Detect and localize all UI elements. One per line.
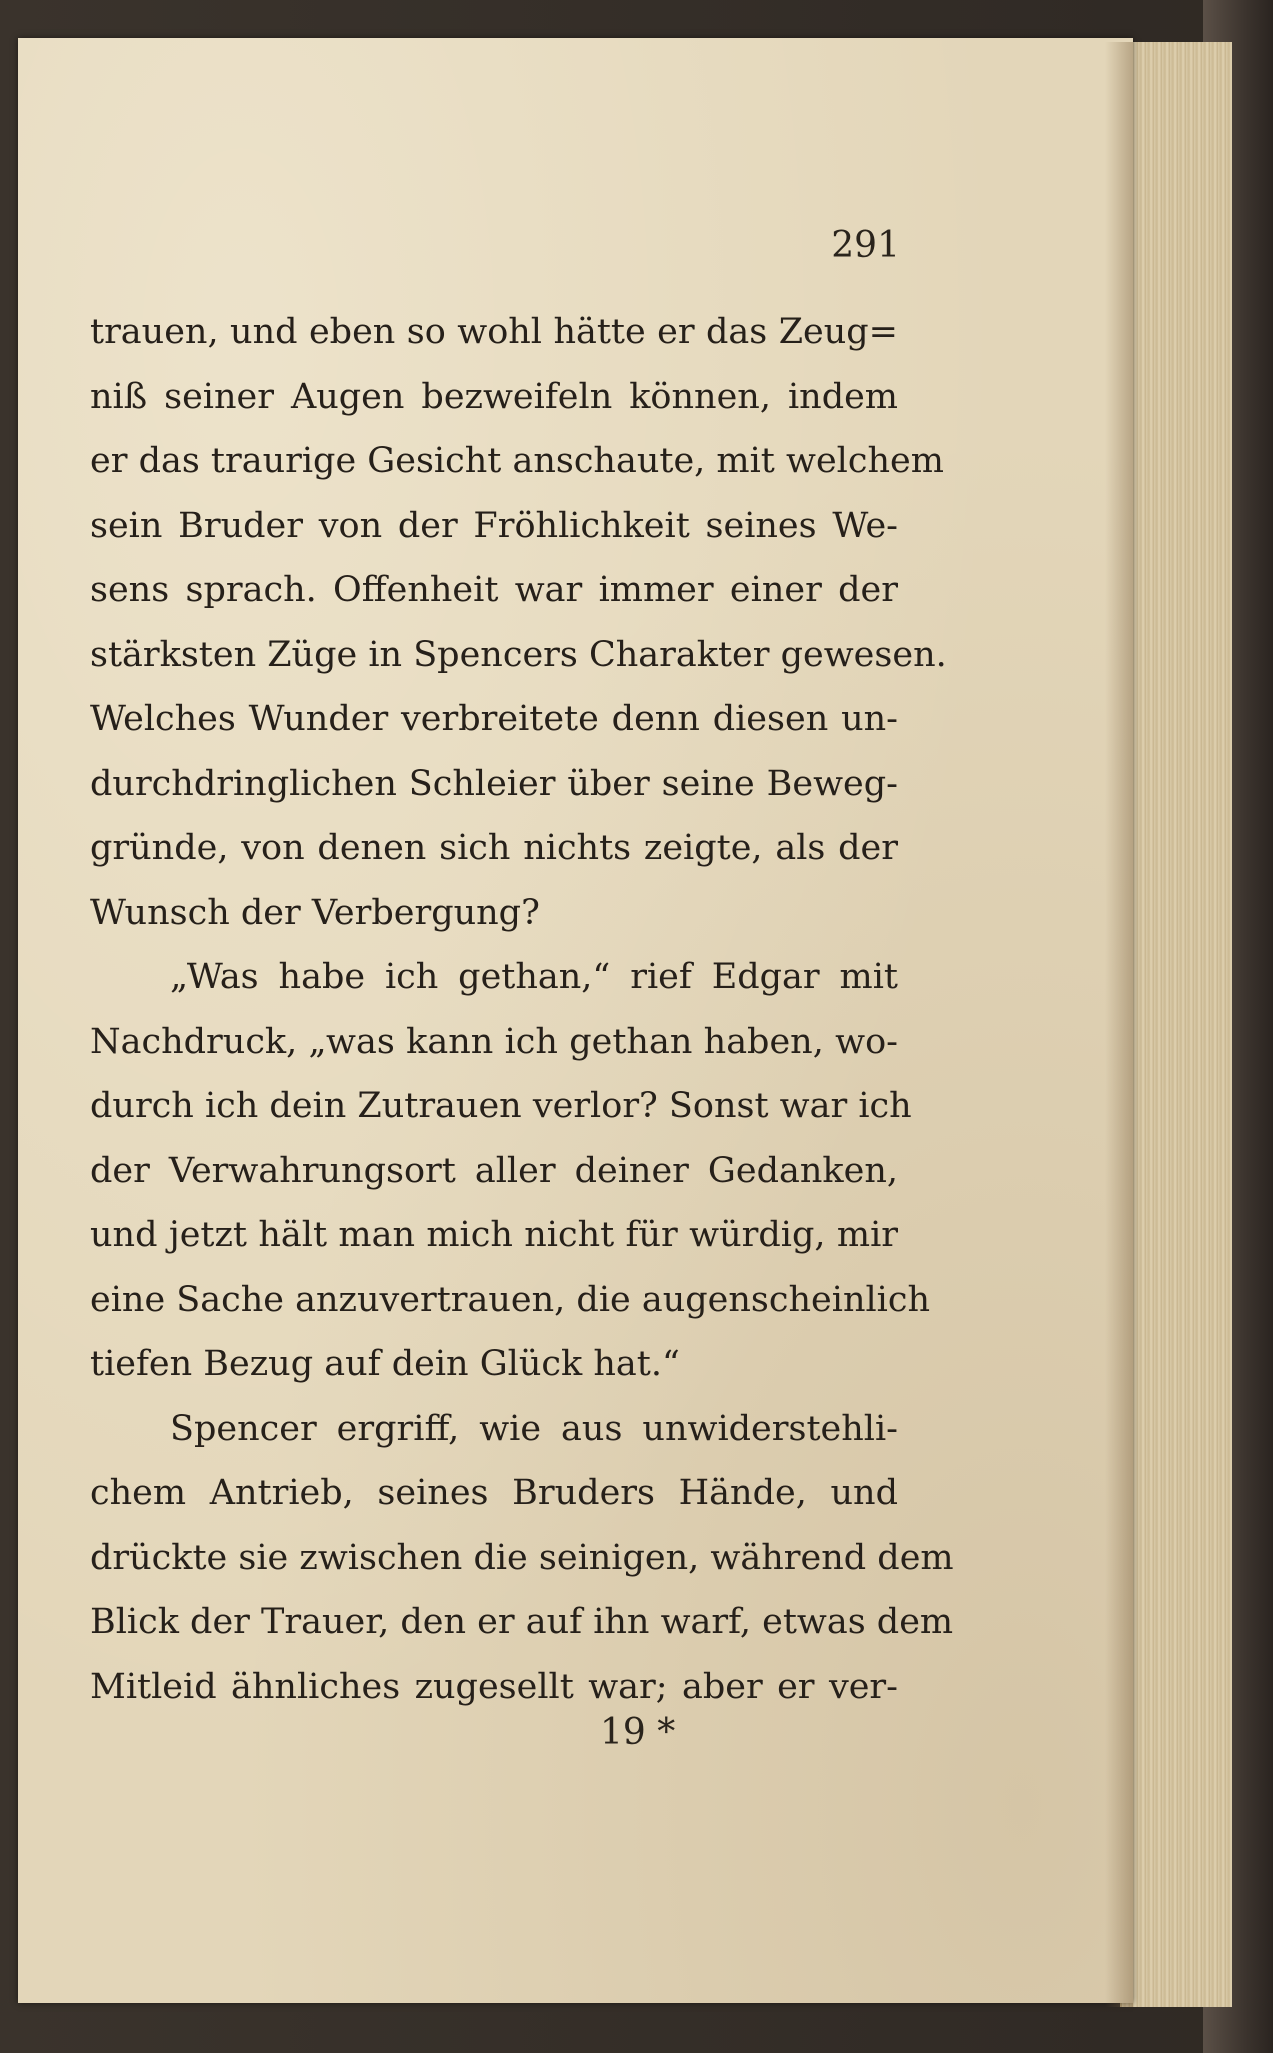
page-gutter-shadow bbox=[1105, 42, 1133, 2007]
text-line: tiefen Bezug auf dein Glück hat.“ bbox=[90, 1344, 680, 1384]
text-line: durch ich dein Zutrauen verlor? Sonst war ich bbox=[90, 1086, 912, 1126]
text-line: gründe, von denen sich nichts zeigte, als der bbox=[90, 828, 898, 868]
text-line: durchdringlichen Schleier über seine Beweg- bbox=[90, 763, 898, 804]
text-line: Spencer ergriff, wie aus unwiderstehli- bbox=[170, 1408, 898, 1449]
text-line: eine Sache anzuvertrauen, die augenscheinlich bbox=[90, 1279, 931, 1320]
text-line: sens sprach. Offenheit war immer einer der bbox=[90, 570, 898, 610]
text-line: sein Bruder von der Fröhlichkeit seines We- bbox=[90, 505, 898, 546]
page-edges bbox=[1120, 42, 1232, 2007]
text-line: Blick der Trauer, den er auf ihn warf, etwas dem bbox=[90, 1602, 954, 1642]
text-line: stärksten Züge in Spencers Charakter gewesen. bbox=[90, 634, 947, 675]
text-line: der Verwahrungsort aller deiner Gedanken, bbox=[90, 1150, 898, 1191]
page-number: 291 bbox=[831, 225, 900, 266]
text-line: chem Antrieb, seines Bruders Hände, und bbox=[90, 1473, 898, 1513]
text-line: Welches Wunder verbreitete denn diesen un- bbox=[90, 699, 898, 739]
text-line: und jetzt hält man mich nicht für würdig, mir bbox=[90, 1215, 898, 1255]
text-line: trauen, und eben so wohl hätte er das Zeug= bbox=[90, 312, 898, 352]
text-line: Nachdruck, „was kann ich gethan haben, wo- bbox=[90, 1021, 898, 1062]
text-line: drückte sie zwischen die seinigen, während dem bbox=[90, 1537, 954, 1578]
text-line: niß seiner Augen bezweifeln können, indem bbox=[90, 376, 898, 417]
body-text bbox=[90, 300, 954, 1719]
text-line: Wunsch der Verbergung? bbox=[90, 892, 540, 933]
text-line: er das traurige Gesicht anschaute, mit welchem bbox=[90, 441, 944, 481]
text-line: Mitleid ähnliches zugesellt war; aber er ver- bbox=[90, 1666, 898, 1707]
text-line: „Was habe ich gethan,“ rief Edgar mit bbox=[170, 957, 898, 997]
printer-signature: 19 * bbox=[600, 1712, 676, 1753]
